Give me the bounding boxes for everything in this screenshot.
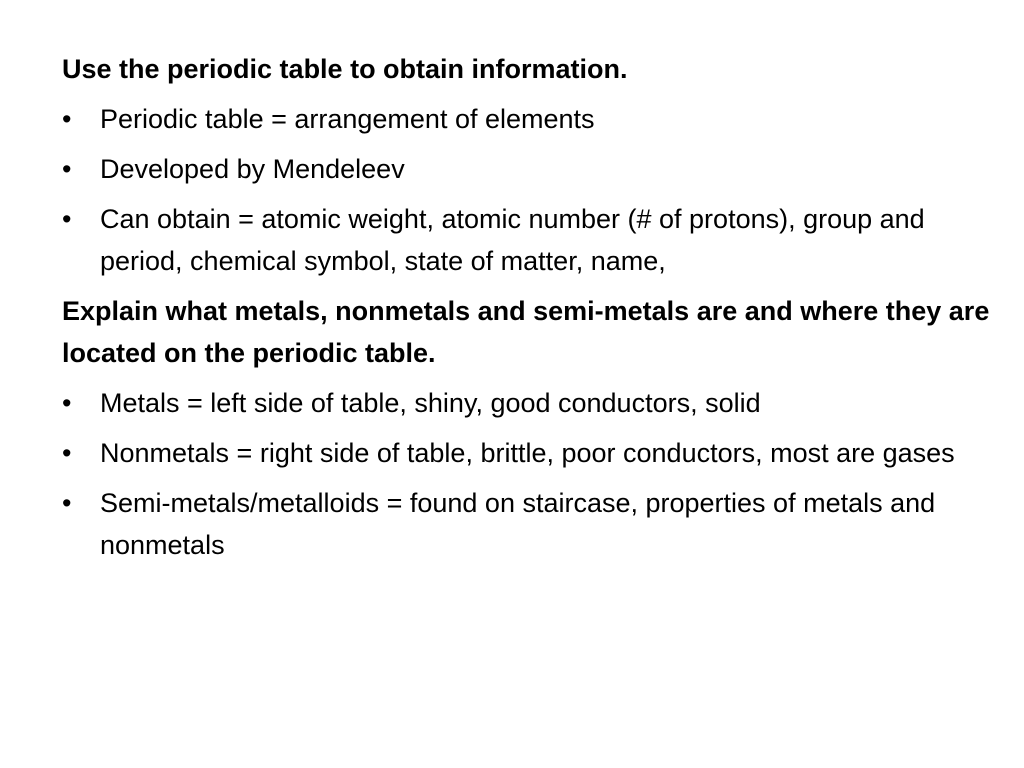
bullet-icon: • bbox=[62, 204, 72, 234]
bullet-icon: • bbox=[62, 438, 72, 468]
bullet-list-periodic-table bbox=[62, 98, 1002, 282]
bullet-text: Metals = left side of table, shiny, good conductors, solid bbox=[100, 388, 761, 418]
bullet-icon: • bbox=[62, 388, 72, 418]
bullet-item bbox=[62, 98, 1002, 140]
bullet-text: Periodic table = arrangement of elements bbox=[100, 104, 595, 134]
bullet-icon: • bbox=[62, 154, 72, 184]
bullet-text: Can obtain = atomic weight, atomic number (# of protons), group and period, chemical symbol, state of matter, name, bbox=[100, 204, 925, 276]
section-heading-metals: Explain what metals, nonmetals and semi-metals are and where they are located on the periodic table. bbox=[62, 296, 990, 368]
bullet-item bbox=[62, 198, 1002, 282]
bullet-item bbox=[62, 382, 1002, 424]
bullet-item bbox=[62, 432, 1002, 474]
bullet-text: Developed by Mendeleev bbox=[100, 154, 405, 184]
bullet-item bbox=[62, 148, 1002, 190]
bullet-list-metals bbox=[62, 382, 1002, 566]
bullet-icon: • bbox=[62, 104, 72, 134]
bullet-icon: • bbox=[62, 488, 72, 518]
bullet-item bbox=[62, 482, 1002, 566]
section-heading-periodic-table: Use the periodic table to obtain information. bbox=[62, 54, 628, 84]
slide-body bbox=[62, 48, 1002, 574]
bullet-text: Nonmetals = right side of table, brittle, poor conductors, most are gases bbox=[100, 438, 955, 468]
bullet-text: Semi-metals/metalloids = found on staircase, properties of metals and nonmetals bbox=[100, 488, 936, 560]
